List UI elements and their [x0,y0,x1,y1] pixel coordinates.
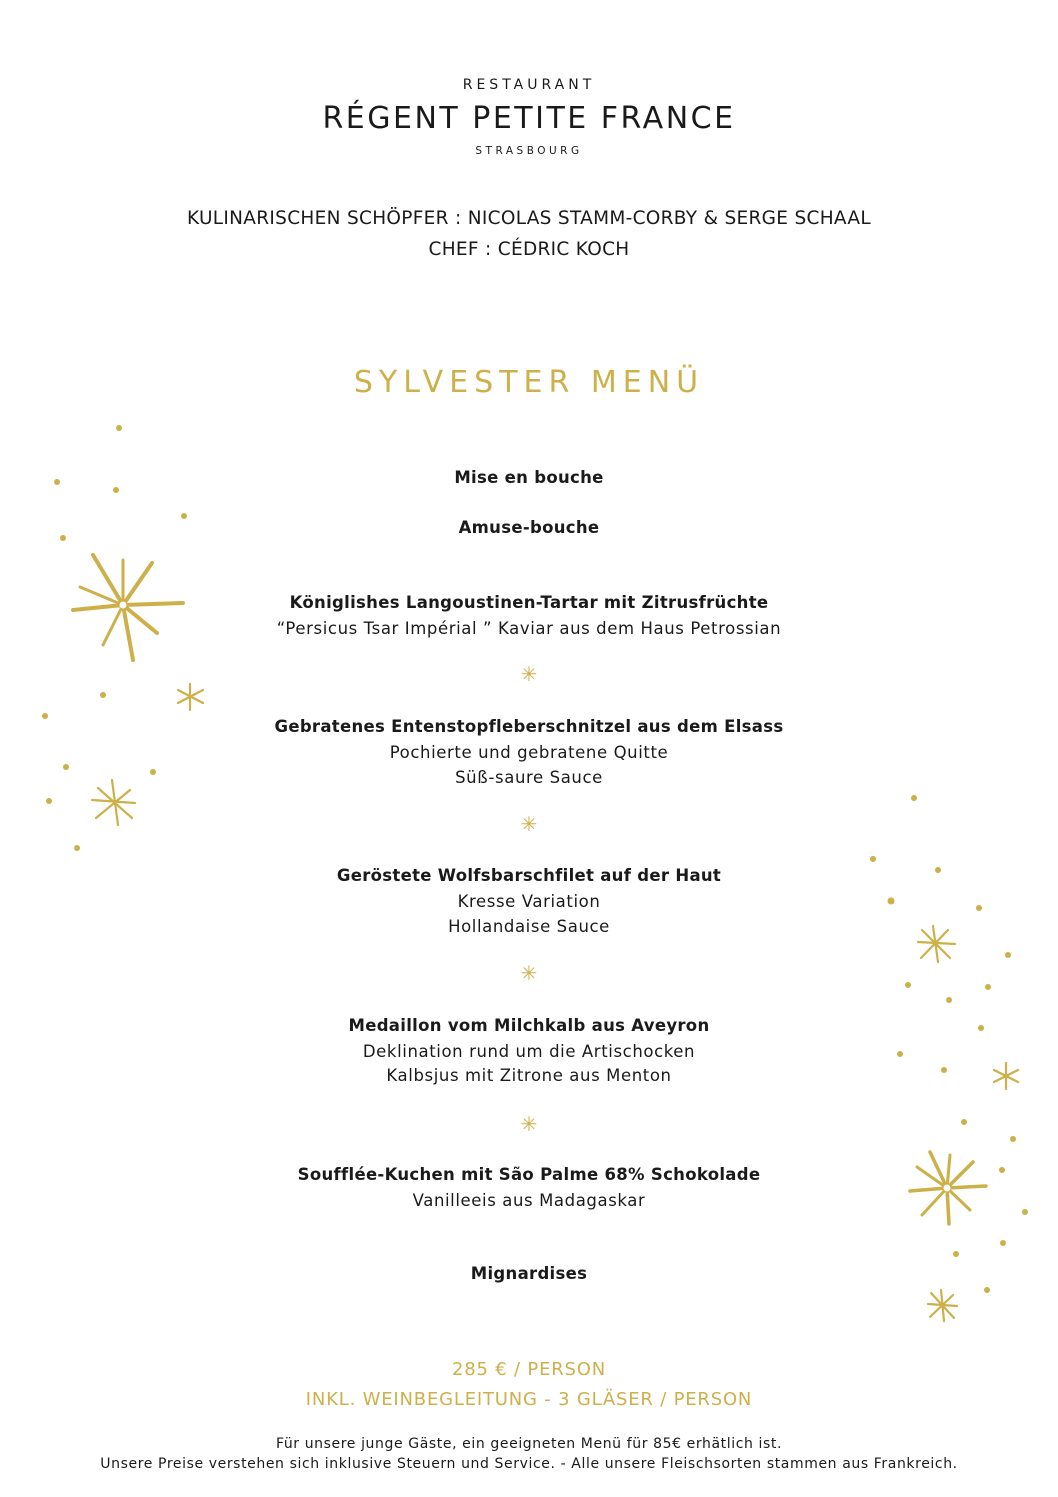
course-description: Hollandaise Sauce [448,917,610,936]
course-name: Mise en bouche [454,468,604,487]
sparkle-icon [928,1290,957,1321]
course-description: Deklination rund um die Artischocken [362,1042,696,1061]
course-name: Mignardises [470,1264,588,1283]
course-name: Königlishes Langoustinen-Tartar mit Zitrusfrüchte [289,593,769,612]
course-name: Amuse-bouche [458,518,600,537]
restaurant-label: RESTAURANT [462,77,596,93]
sparkle-icon [178,684,203,710]
creators-line: KULINARISCHEN SCHÖPFER : NICOLAS STAMM-CORBY & SERGE SCHAAL [187,208,871,229]
footer-prices-note: Unsere Preise verstehen sich inklusive Steuern und Service. - Alle unsere Fleischsorten stammen aus Frankreich. [100,1456,958,1472]
separator-star-icon: ✳ [520,812,538,836]
restaurant-city: STRASBOURG [475,145,583,157]
course-name: Soufflée-Kuchen mit São Palme 68% Schokolade [297,1165,761,1184]
course-description: Pochierte und gebratene Quitte [389,743,669,762]
course-description: Süß-saure Sauce [455,768,603,787]
course-name: Gebratenes Entenstopfleberschnitzel aus dem Elsass [274,717,784,736]
separator-star-icon: ✳ [520,961,538,985]
chef-line: CHEF : CÉDRIC KOCH [428,239,630,260]
course-description: “Persicus Tsar Impérial ” Kaviar aus dem Haus Petrossian [276,619,782,638]
course-description: Vanilleeis aus Madagaskar [412,1191,646,1210]
wine-pairing: INKL. WEINBEGLEITUNG - 3 GLÄSER / PERSON [305,1389,753,1410]
price-per-person: 285 € / PERSON [451,1359,607,1380]
course-description: Kresse Variation [457,892,601,911]
separator-star-icon: ✳ [520,662,538,686]
menu-title: SYLVESTER MENÜ [353,365,705,400]
course-description: Kalbsjus mit Zitrone aus Menton [386,1066,672,1085]
separator-star-icon: ✳ [520,1112,538,1136]
footer-kids-menu: Für unsere junge Gäste, ein geeigneten Menü für 85€ erhätlich ist. [275,1436,783,1452]
course-name: Medaillon vom Milchkalb aus Aveyron [348,1016,710,1035]
restaurant-name: RÉGENT PETITE FRANCE [322,101,736,136]
course-name: Geröstete Wolfsbarschfilet auf der Haut [336,866,722,885]
